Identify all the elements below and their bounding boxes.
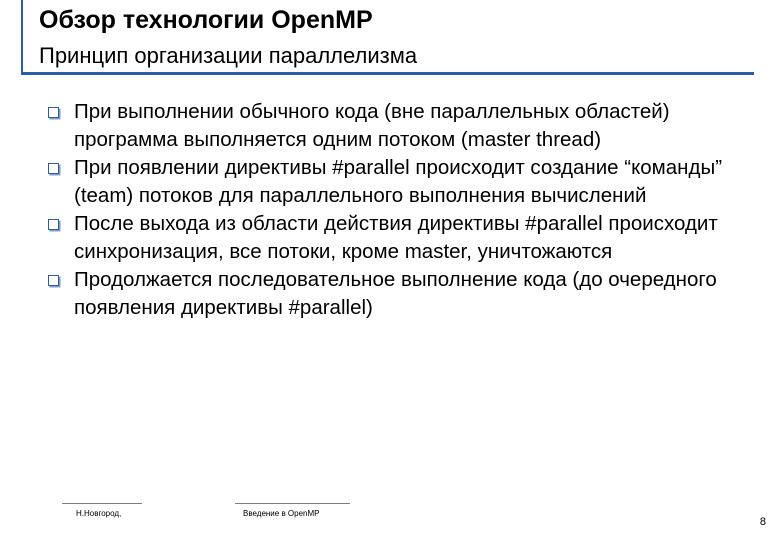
footer-divider-left <box>62 503 142 504</box>
bullet-list <box>0 98 780 322</box>
bullet-item <box>0 154 780 210</box>
title-vertical-rule <box>21 0 23 73</box>
slide-title: Обзор технологии OpenMP <box>39 6 373 34</box>
bullet-text: При выполнении обычного кода (вне параллельных областей) программа выполняется одним потоком (master thread) <box>74 100 670 151</box>
title-horizontal-rule <box>21 72 754 75</box>
bullet-text: После выхода из области действия директивы #parallel происходит синхронизация, все потоки, кроме master, уничтожаются <box>74 212 718 263</box>
page-number: 8 <box>759 516 766 528</box>
bullet-item <box>0 98 780 154</box>
bullet-text: Продолжается последовательное выполнение кода (до очередного появления директивы #parallel) <box>74 268 717 319</box>
bullet-item <box>0 210 780 266</box>
checkbox-bullet-icon <box>48 219 59 230</box>
bullet-text: При появлении директивы #parallel происходит создание “команды” (team) потоков для параллельного выполнения вычислений <box>74 156 723 207</box>
bullet-item <box>0 266 780 322</box>
checkbox-bullet-icon <box>48 107 59 118</box>
checkbox-bullet-icon <box>48 275 59 286</box>
footer-divider-right <box>235 503 350 504</box>
footer-author: Н.Новгород, <box>76 509 122 518</box>
footer-course: Введение в OpenMP <box>243 509 320 518</box>
checkbox-bullet-icon <box>48 163 59 174</box>
slide-subtitle: Принцип организации параллелизма <box>39 43 418 68</box>
